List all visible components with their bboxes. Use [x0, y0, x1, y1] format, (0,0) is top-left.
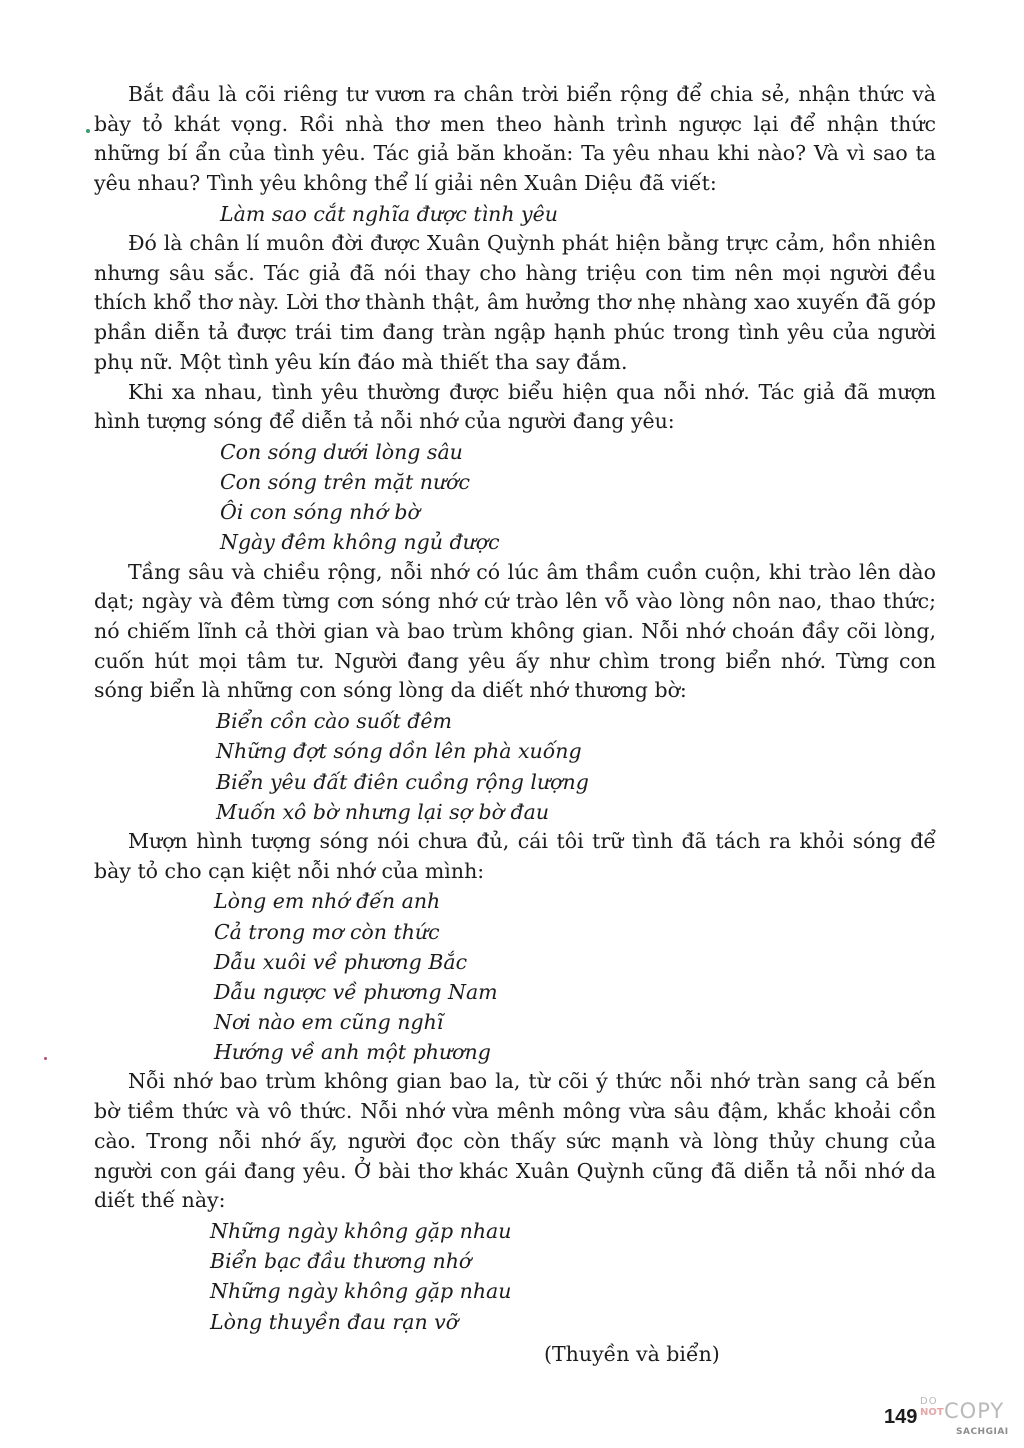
poem-line: Lòng em nhớ đến anh: [214, 889, 441, 914]
ink-speck: [44, 1057, 47, 1060]
poem-line: Những đợt sóng dồn lên phà xuống: [216, 739, 582, 764]
poem-line: Biển cồn cào suốt đêm: [216, 709, 452, 734]
poem-line: Con sóng trên mặt nước: [220, 470, 470, 495]
watermark-brand: SACHGIAI: [956, 1427, 1009, 1437]
poem-line: Dẫu ngược về phương Nam: [214, 979, 498, 1004]
paragraph-2: Đó là chân lí muôn đời được Xuân Quỳnh phát hiện bằng trực cảm, hồn nhiên nhưng sâu sắc. Tác giả đã nói thay cho hàng triệu con tim nên mọi người đều thích khổ thơ này. Lời thơ thành thật, âm hưởng thơ nhẹ nhàng xao xuyến đã góp phần diễn tả được trái tim đang tràn ngập hạnh phúc trong tình yêu của người phụ nữ. Một tình yêu kín đáo mà thiết tha say đắm.: [94, 231, 936, 374]
watermark-do: DO: [920, 1396, 938, 1407]
poem-line: Hướng về anh một phương: [214, 1040, 491, 1065]
poem-quote-2: [220, 437, 936, 558]
poem-line: Nơi nào em cũng nghĩ: [214, 1010, 444, 1035]
paragraph-3: Khi xa nhau, tình yêu thường được biểu hiện qua nỗi nhớ. Tác giả đã mượn hình tượng sóng để diễn tả nỗi nhớ của người đang yêu:: [94, 379, 936, 434]
paragraph-1: Bắt đầu là cõi riêng tư vươn ra chân trời biển rộng để chia sẻ, nhận thức và bày tỏ khát vọng. Rồi nhà thơ men theo hành trình ngược lại để nhận thức những bí ẩn của tình yêu. Tác giả băn khoăn: Ta yêu nhau khi nào? Và vì sao ta yêu nhau? Tình yêu không thể lí giải nên Xuân Diệu đã viết:: [94, 82, 936, 196]
poem-line: Ngày đêm không ngủ được: [220, 530, 500, 555]
poem-quote-3: [216, 706, 936, 827]
poem-quote-4: [214, 886, 936, 1067]
paragraph-6: Nỗi nhớ bao trùm không gian bao la, từ cõi ý thức nỗi nhớ tràn sang cả bến bờ tiềm thức và vô thức. Nỗi nhớ vừa mênh mông vừa sâu đậm, khắc khoải cồn cào. Trong nỗi nhớ ấy, người đọc còn thấy sức mạnh và lòng thủy chung của người con gái đang yêu. Ở bài thơ khác Xuân Quỳnh cũng đã diễn tả nỗi nhớ da diết thế này:: [94, 1069, 936, 1213]
poem-line: Muốn xô bờ nhưng lại sợ bờ đau: [216, 799, 550, 824]
poem-line: Những ngày không gặp nhau: [210, 1218, 512, 1243]
poem-quote-1: [220, 199, 936, 229]
poem-line: Biển bạc đầu thương nhớ: [210, 1249, 472, 1274]
poem-quote-5: [210, 1216, 936, 1369]
poem-line: Những ngày không gặp nhau: [210, 1279, 512, 1304]
poem-line: Ôi con sóng nhớ bờ: [220, 500, 420, 525]
paragraph-5: Mượn hình tượng sóng nói chưa đủ, cái tôi trữ tình đã tách ra khỏi sóng để bày tỏ cho cạn kiệt nỗi nhớ của mình:: [94, 828, 936, 883]
poem-line: Biển yêu đất điên cuồng rộng lượng: [216, 769, 589, 794]
paragraph-4: Tầng sâu và chiều rộng, nỗi nhớ có lúc âm thầm cuồn cuộn, khi trào lên dào dạt; ngày và đêm từng cơn sóng nhớ cứ trào lên vỗ vào lòng nôn nao, thao thức; nó chiếm lĩnh cả thời gian và bao trùm không gian. Nỗi nhớ choán đầy cõi lòng, cuốn hút mọi tâm tư. Người đang yêu ấy như chìm trong biển nhớ. Từng con sóng biển là những con sóng lòng da diết nhớ thương bờ:: [94, 559, 936, 703]
poem-line: Lòng thuyền đau rạn vỡ: [210, 1309, 459, 1334]
page-number: 149: [884, 1406, 918, 1428]
ink-speck: [86, 129, 90, 133]
poem-source-citation: (Thuyền và biển): [544, 1341, 720, 1366]
poem-line: Con sóng dưới lòng sâu: [220, 439, 463, 464]
watermark-not: NOT: [920, 1407, 944, 1418]
watermark-logo: [920, 1397, 1016, 1445]
poem-line: Cả trong mơ còn thức: [214, 919, 440, 944]
watermark-copy: COPY: [944, 1399, 1005, 1423]
poem-line: Làm sao cắt nghĩa được tình yêu: [220, 201, 558, 226]
poem-line: Dẫu xuôi về phương Bắc: [214, 949, 468, 974]
page-body: [94, 80, 936, 1369]
